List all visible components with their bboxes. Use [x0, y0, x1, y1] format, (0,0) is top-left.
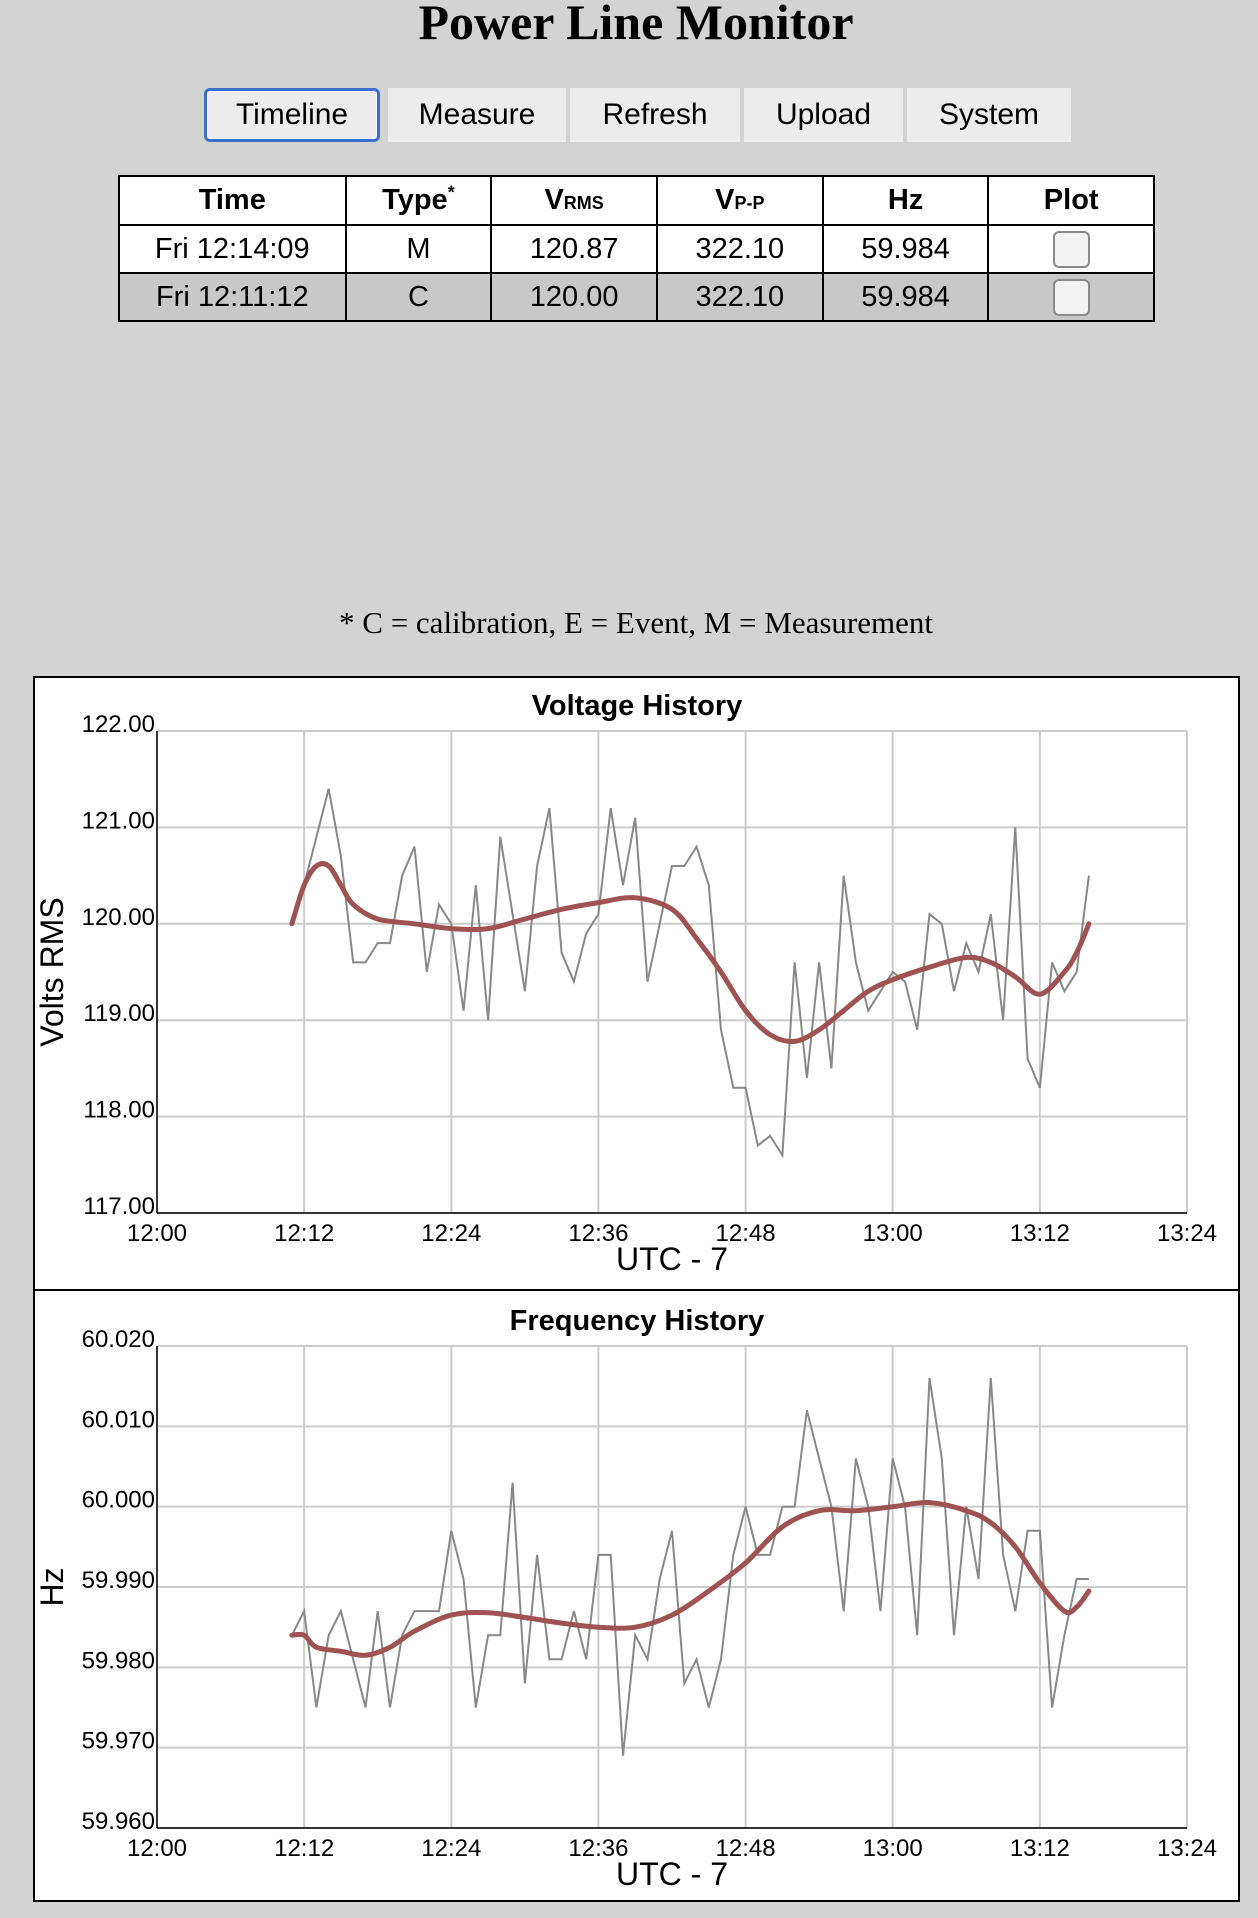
header-vrms — [491, 176, 657, 225]
header-type-label: Type — [382, 184, 448, 216]
voltage-x-axis-label: UTC - 7 — [616, 1241, 728, 1277]
header-vpp — [657, 176, 823, 225]
frequency-y-tick-label: 59.990 — [81, 1567, 155, 1594]
frequency-y-axis-label: Hz — [34, 1567, 70, 1607]
header-vrms-label: V — [544, 184, 564, 216]
frequency-y-tick-label: 60.010 — [81, 1406, 155, 1434]
tab-upload[interactable]: Upload — [744, 88, 903, 142]
frequency-x-tick-label: 12:12 — [274, 1835, 335, 1862]
voltage-x-tick-label: 12:00 — [126, 1220, 188, 1247]
voltage-raw-series-line — [292, 789, 1089, 1155]
frequency-y-tick-label: 59.970 — [81, 1727, 155, 1755]
page-title: Power Line Monitor — [418, 0, 854, 50]
measurement-table — [118, 175, 1155, 322]
cell-vpp: 322.10 — [657, 273, 823, 321]
cell-time: Fri 12:11:12 — [119, 273, 346, 321]
voltage-chart-title: Voltage History — [531, 690, 743, 722]
frequency-y-tick-label: 59.960 — [81, 1808, 155, 1835]
header-time: Time — [119, 176, 346, 225]
cell-type: M — [346, 225, 492, 273]
frequency-x-tick-label: 13:24 — [1156, 1835, 1218, 1862]
plot-checkbox[interactable] — [1053, 279, 1090, 316]
frequency-history-chart — [0, 1291, 1258, 1903]
voltage-x-tick-label: 12:36 — [568, 1220, 629, 1247]
cell-hz: 59.984 — [823, 273, 989, 321]
voltage-history-chart — [0, 676, 1258, 1288]
header-hz: Hz — [823, 176, 989, 225]
frequency-x-tick-label: 13:12 — [1009, 1835, 1070, 1862]
voltage-y-tick-label: 119.00 — [83, 1000, 155, 1028]
tab-timeline[interactable]: Timeline — [204, 88, 380, 142]
frequency-x-tick-label: 12:24 — [421, 1835, 482, 1862]
table-row — [119, 273, 1154, 321]
header-type — [346, 176, 492, 225]
cell-vpp: 322.10 — [657, 225, 823, 273]
plot-checkbox[interactable] — [1053, 231, 1090, 268]
cell-time: Fri 12:14:09 — [119, 225, 346, 273]
frequency-x-tick-label: 12:00 — [126, 1835, 188, 1862]
voltage-x-tick-label: 13:00 — [862, 1220, 923, 1247]
voltage-y-tick-label: 122.00 — [81, 711, 155, 738]
cell-vrms: 120.00 — [491, 273, 657, 321]
frequency-y-tick-label: 60.020 — [81, 1326, 155, 1353]
frequency-raw-series-line — [292, 1378, 1089, 1756]
frequency-y-tick-label: 60.000 — [81, 1486, 155, 1514]
voltage-x-tick-label: 12:24 — [421, 1220, 482, 1247]
tab-refresh[interactable]: Refresh — [570, 88, 740, 142]
voltage-x-tick-label: 12:12 — [274, 1220, 335, 1247]
frequency-y-tick-label: 59.980 — [81, 1647, 155, 1675]
frequency-x-tick-label: 12:36 — [568, 1835, 629, 1862]
voltage-x-tick-label: 13:12 — [1009, 1220, 1070, 1247]
table-row — [119, 225, 1154, 273]
cell-type: C — [346, 273, 492, 321]
voltage-y-tick-label: 120.00 — [81, 903, 155, 931]
header-plot: Plot — [988, 176, 1154, 225]
table-header-row — [119, 176, 1154, 225]
voltage-x-tick-label: 12:48 — [715, 1220, 776, 1247]
header-type-asterisk: * — [447, 182, 455, 203]
frequency-x-axis-label: UTC - 7 — [616, 1856, 728, 1892]
type-footnote: * C = calibration, E = Event, M = Measurement — [339, 605, 933, 640]
frequency-chart-title: Frequency History — [509, 1305, 765, 1337]
cell-plot — [988, 225, 1154, 273]
voltage-y-tick-label: 118.00 — [83, 1096, 155, 1124]
voltage-y-tick-label: 117.00 — [83, 1193, 155, 1220]
cell-hz: 59.984 — [823, 225, 989, 273]
tab-measure[interactable]: Measure — [388, 88, 566, 142]
voltage-x-tick-label: 13:24 — [1156, 1220, 1218, 1247]
frequency-x-tick-label: 13:00 — [862, 1835, 923, 1862]
tab-system[interactable]: System — [907, 88, 1071, 142]
header-vpp-label: V — [715, 184, 735, 216]
header-vrms-subscript: RMS — [563, 193, 604, 213]
header-vpp-subscript: P-P — [734, 193, 765, 213]
voltage-y-tick-label: 121.00 — [81, 807, 155, 835]
voltage-y-axis-label: Volts RMS — [34, 897, 70, 1047]
cell-vrms: 120.87 — [491, 225, 657, 273]
frequency-x-tick-label: 12:48 — [715, 1835, 776, 1862]
cell-plot — [988, 273, 1154, 321]
